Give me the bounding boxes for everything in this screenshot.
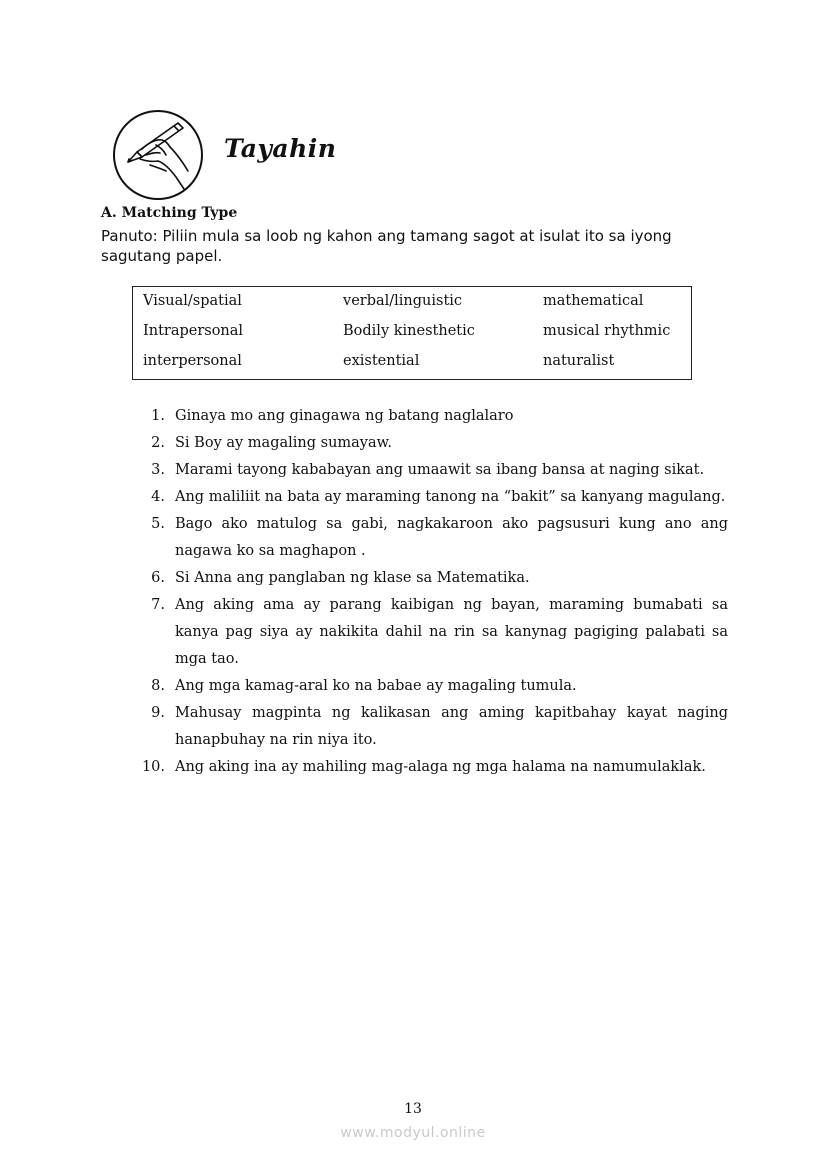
hand-writing-icon [112, 109, 204, 201]
question-item [140, 754, 728, 781]
question-number: 4. [151, 489, 165, 505]
choice-item: musical rhythmic [543, 323, 671, 339]
question-item [140, 673, 728, 700]
choice-item: interpersonal [143, 353, 242, 369]
question-item [140, 565, 728, 592]
choice-item: verbal/linguistic [343, 293, 463, 309]
page-title: Tayahin [224, 134, 337, 163]
question-text: Ginaya mo ang ginagawa ng batang naglalaro [175, 408, 514, 424]
instructions-text: Panuto: Piliin mula sa loob ng kahon ang tamang sagot at isulat ito sa iyong sagutang papel. [101, 227, 672, 265]
question-text: Bago ako matulog sa gabi, nagkakaroon ako pagsusuri kung ano ang nagawa ko sa maghapon . [175, 516, 728, 559]
question-text: Ang aking ama ay parang kaibigan ng bayan, maraming bumabati sa kanya pag siya ay nakikita dahil na rin sa kanynag pagiging palabati sa mga tao. [175, 597, 728, 667]
question-number: 1. [151, 408, 165, 424]
question-number: 5. [151, 516, 165, 532]
question-number: 3. [151, 462, 165, 478]
question-item [140, 484, 728, 511]
choices-box [132, 286, 692, 380]
question-text: Ang aking ina ay mahiling mag-alaga ng mga halama na namumulaklak. [175, 759, 706, 775]
question-number: 10. [141, 759, 165, 775]
question-text: Ang maliliit na bata ay maraming tanong na “bakit” sa kanyang magulang. [175, 489, 726, 505]
question-item [140, 430, 728, 457]
question-number: 8. [151, 678, 165, 694]
question-text: Marami tayong kababayan ang umaawit sa ibang bansa at naging sikat. [175, 462, 705, 478]
question-item [140, 457, 728, 484]
question-item [140, 592, 728, 673]
choice-item: naturalist [543, 353, 615, 369]
choice-item: Bodily kinesthetic [343, 323, 475, 339]
choice-item: Intrapersonal [143, 323, 244, 339]
question-number: 2. [151, 435, 165, 451]
question-item [140, 511, 728, 565]
choice-item: existential [343, 353, 420, 369]
question-item [140, 700, 728, 754]
section-heading: A. Matching Type [101, 205, 238, 221]
question-item [140, 403, 728, 430]
question-number: 6. [151, 570, 165, 586]
page-number: 13 [404, 1101, 422, 1117]
question-text: Si Anna ang panglaban ng klase sa Matematika. [175, 570, 530, 586]
question-text: Si Boy ay magaling sumayaw. [175, 435, 392, 451]
question-list [140, 403, 728, 781]
question-text: Mahusay magpinta ng kalikasan ang aming kapitbahay kayat naging hanapbuhay na rin niya ito. [175, 705, 728, 748]
choice-item: Visual/spatial [143, 293, 242, 309]
choice-item: mathematical [543, 293, 644, 309]
question-number: 9. [151, 705, 165, 721]
watermark: www.modyul.online [340, 1125, 486, 1141]
question-number: 7. [151, 597, 165, 613]
question-text: Ang mga kamag-aral ko na babae ay magaling tumula. [175, 678, 577, 694]
